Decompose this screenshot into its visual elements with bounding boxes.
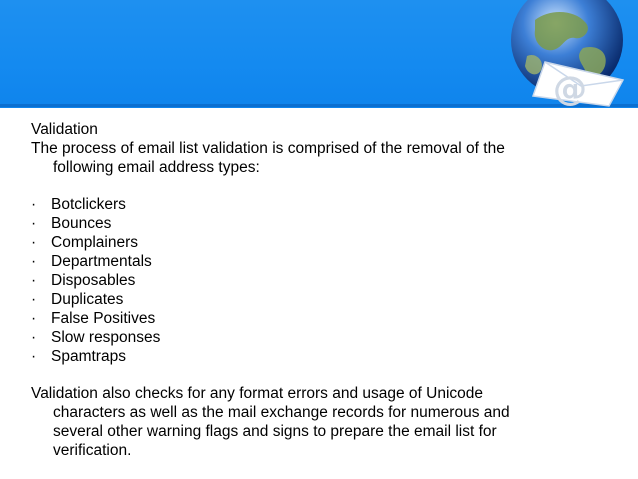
- list-item: [31, 233, 611, 252]
- bullet-dot: ·: [31, 272, 37, 289]
- at-symbol-glyph: @: [553, 69, 587, 108]
- list-item-label: False Positives: [51, 310, 156, 327]
- bullet-dot: ·: [31, 291, 37, 308]
- list-item-label: Disposables: [51, 272, 136, 289]
- list-item-label: Departmentals: [51, 253, 152, 270]
- bullet-dot: ·: [31, 253, 37, 270]
- bullet-dot: ·: [31, 348, 37, 365]
- bullet-dot: ·: [31, 196, 37, 213]
- intro-line-2: following email address types:: [53, 159, 260, 176]
- list-item: [31, 195, 611, 214]
- intro-line-1: The process of email list validation is comprised of the removal of the: [31, 140, 505, 157]
- closing-line-3: several other warning flags and signs to prepare the email list for: [53, 423, 497, 440]
- closing-line-2: characters as well as the mail exchange records for numerous and: [53, 404, 510, 421]
- list-item: [31, 252, 611, 271]
- list-item: [31, 328, 611, 347]
- bullet-dot: ·: [31, 329, 37, 346]
- list-item-label: Duplicates: [51, 291, 124, 308]
- globe-email-icon: [505, 0, 638, 108]
- bullet-dot: ·: [31, 234, 37, 251]
- list-item: [31, 290, 611, 309]
- list-item: [31, 214, 611, 233]
- bullet-dot: ·: [31, 215, 37, 232]
- address-type-list: [31, 195, 611, 366]
- closing-line-1: Validation also checks for any format errors and usage of Unicode: [31, 385, 484, 402]
- list-item-label: Botclickers: [51, 196, 126, 213]
- slide-heading: Validation: [31, 121, 98, 138]
- bullet-dot: ·: [31, 310, 37, 327]
- slide-body: [31, 120, 611, 460]
- list-item-label: Spamtraps: [51, 348, 126, 365]
- list-item: [31, 309, 611, 328]
- list-item-label: Slow responses: [51, 329, 161, 346]
- list-item: [31, 347, 611, 366]
- list-item: [31, 271, 611, 290]
- closing-line-4: verification.: [53, 442, 132, 459]
- list-item-label: Bounces: [51, 215, 112, 232]
- list-item-label: Complainers: [51, 234, 139, 251]
